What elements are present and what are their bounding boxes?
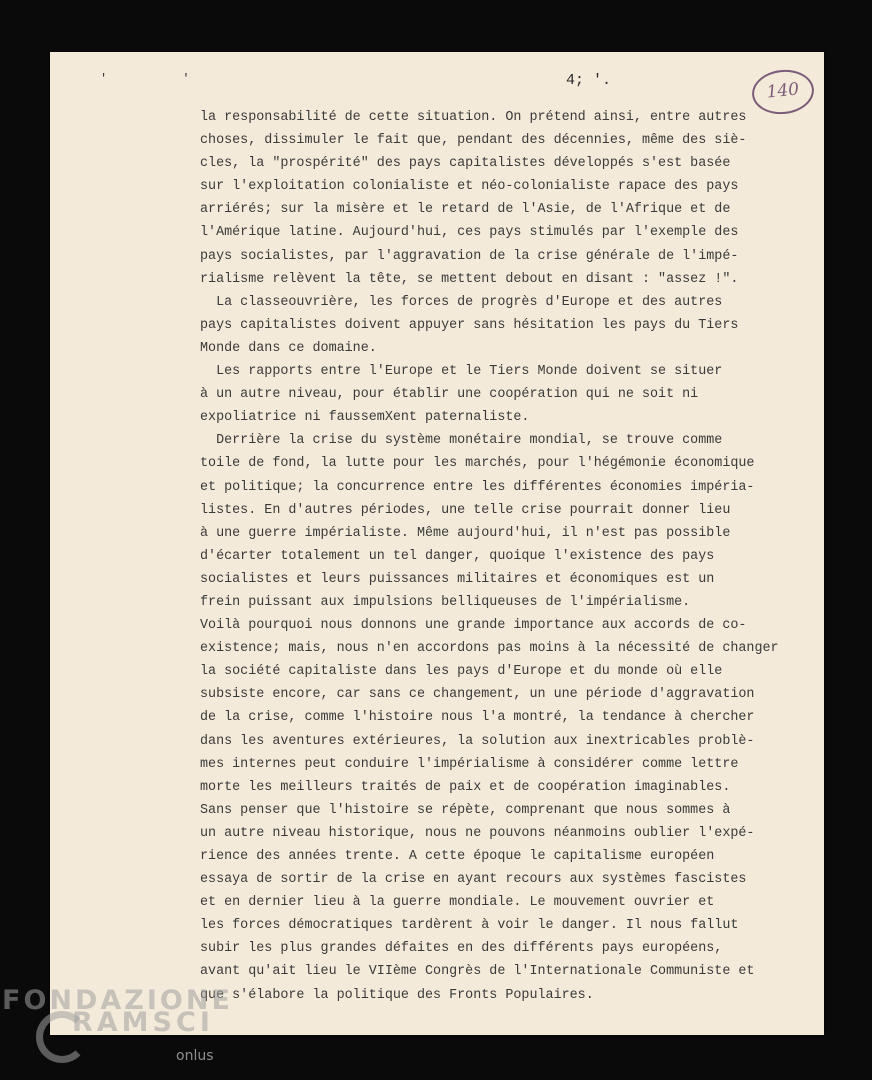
text-line: rialisme relèvent la tête, se mettent debout en disant : "assez !". bbox=[200, 271, 739, 287]
text-line: l'Amérique latine. Aujourd'hui, ces pays stimulés par l'exemple des bbox=[200, 225, 739, 241]
text-line: à un autre niveau, pour établir une coopération qui ne soit ni bbox=[200, 387, 699, 403]
text-line: listes. En d'autres périodes, une telle crise pourrait donner lieu bbox=[200, 502, 731, 518]
text-line: toile de fond, la lutte pour les marchés, pour l'hégémonie économique bbox=[200, 456, 755, 472]
text-line: expoliatrice ni faussemXent paternaliste. bbox=[200, 410, 530, 426]
text-line: à une guerre impérialiste. Même aujourd'hui, il n'est pas possible bbox=[200, 525, 731, 541]
text-line: Sans penser que l'histoire se répète, comprenant que nous sommes à bbox=[200, 802, 731, 818]
text-line: cles, la "prospérité" des pays capitalistes développés s'est basée bbox=[200, 156, 731, 172]
text-line: les forces démocratiques tardèrent à voir le danger. Il nous fallut bbox=[200, 918, 739, 934]
text-line: Derrière la crise du système monétaire mondial, se trouve comme bbox=[200, 433, 723, 449]
watermark-suffix: onlus bbox=[176, 1048, 214, 1064]
text-line: Voilà pourquoi nous donnons une grande importance aux accords de co- bbox=[200, 618, 747, 634]
text-line: subsiste encore, car sans ce changement, un une période d'aggravation bbox=[200, 687, 755, 703]
text-line: essaya de sortir de la crise en ayant recours aux systèmes fascistes bbox=[200, 872, 747, 888]
watermark-line1: FONDAZIONE bbox=[2, 985, 233, 1016]
text-line: La classeouvrière, les forces de progrès d'Europe et des autres bbox=[200, 294, 723, 310]
text-line: la société capitaliste dans les pays d'Europe et du monde où elle bbox=[200, 664, 723, 680]
text-line: socialistes et leurs puissances militaires et économiques est un bbox=[200, 571, 715, 587]
text-line: que s'élabore la politique des Fronts Populaires. bbox=[200, 987, 594, 1003]
text-line: morte les meilleurs traités de paix et de coopération imaginables. bbox=[200, 779, 731, 795]
paragraph bbox=[200, 429, 780, 1006]
archive-stamp: 140 bbox=[750, 67, 816, 117]
text-line: mes internes peut conduire l'impérialisme à considérer comme lettre bbox=[200, 756, 739, 772]
text-line: pays socialistes, par l'aggravation de la crise générale de l'impé- bbox=[200, 248, 739, 264]
paragraph bbox=[200, 291, 780, 360]
text-line: et politique; la concurrence entre les différentes économies impéria- bbox=[200, 479, 755, 495]
text-line: pays capitalistes doivent appuyer sans hésitation les pays du Tiers bbox=[200, 317, 739, 333]
document-body bbox=[200, 106, 780, 1007]
paragraph bbox=[200, 106, 780, 291]
text-line: d'écarter totalement un tel danger, quoique l'existence des pays bbox=[200, 548, 715, 564]
text-line: existence; mais, nous n'en accordons pas moins à la nécessité de changer bbox=[200, 641, 779, 657]
text-line: choses, dissimuler le fait que, pendant des décennies, même des siè- bbox=[200, 133, 747, 149]
watermark-line2: RAMSCI bbox=[72, 1007, 214, 1038]
margin-marks: ' ' bbox=[100, 72, 224, 86]
text-line: frein puissant aux impulsions belliqueuses de l'impérialisme. bbox=[200, 594, 691, 610]
text-line: de la crise, comme l'histoire nous l'a montré, la tendance à chercher bbox=[200, 710, 755, 726]
text-line: sur l'exploitation colonialiste et néo-colonialiste rapace des pays bbox=[200, 179, 739, 195]
text-line: subir les plus grandes défaites en des différents pays européens, bbox=[200, 941, 723, 957]
text-line: et en dernier lieu à la guerre mondiale. Le mouvement ouvrier et bbox=[200, 895, 715, 911]
text-line: dans les aventures extérieures, la solution aux inextricables problè- bbox=[200, 733, 755, 749]
text-line: arriérés; sur la misère et le retard de l'Asie, de l'Afrique et de bbox=[200, 202, 731, 218]
text-line: Monde dans ce domaine. bbox=[200, 340, 377, 356]
text-line: Les rapports entre l'Europe et le Tiers Monde doivent se situer bbox=[200, 364, 723, 380]
page-number: 4; '. bbox=[566, 72, 612, 89]
text-line: avant qu'ait lieu le VIIème Congrès de l'Internationale Communiste et bbox=[200, 964, 755, 980]
text-line: un autre niveau historique, nous ne pouvons néanmoins oublier l'expé- bbox=[200, 825, 755, 841]
paragraph bbox=[200, 360, 780, 429]
text-line: rience des années trente. A cette époque le capitalisme européen bbox=[200, 849, 715, 864]
text-line: la responsabilité de cette situation. On prétend ainsi, entre autres bbox=[200, 110, 747, 125]
